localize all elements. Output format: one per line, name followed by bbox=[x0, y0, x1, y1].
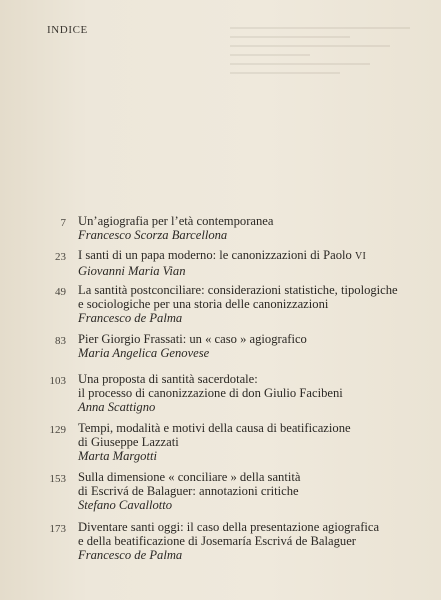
entry-title-line bbox=[78, 248, 438, 264]
entry-title-text: I santi di un papa moderno: le canonizzazioni di Paolo bbox=[78, 248, 352, 262]
entry-author: Giovanni Maria Vian bbox=[78, 264, 186, 278]
entry-title-line: Una proposta di santità sacerdotale: bbox=[78, 372, 258, 386]
entry-author: Francesco de Palma bbox=[78, 311, 183, 325]
page-number: 173 bbox=[49, 523, 66, 535]
entry-title-line: di Escrivá de Balaguer: annotazioni critiche bbox=[78, 484, 299, 498]
section-header: INDICE bbox=[47, 24, 88, 36]
entry-author: Marta Margotti bbox=[78, 449, 157, 463]
entry-text bbox=[78, 214, 438, 242]
entry-author: Francesco de Palma bbox=[78, 548, 183, 562]
entry-author: Francesco Scorza Barcellona bbox=[78, 228, 228, 242]
entry-text bbox=[78, 372, 438, 414]
entry-title-line: La santità postconciliare: considerazioni statistiche, tipologiche bbox=[78, 283, 398, 297]
entry-title-line: Diventare santi oggi: il caso della presentazione agiografica bbox=[78, 520, 380, 534]
entry-title-line: Pier Giorgio Frassati: un « caso » agiografico bbox=[78, 332, 307, 346]
entry-title-line: di Giuseppe Lazzati bbox=[78, 435, 179, 449]
page-number: 23 bbox=[55, 251, 66, 263]
entry-author: Maria Angelica Genovese bbox=[78, 346, 210, 360]
entry-author: Anna Scattigno bbox=[78, 400, 156, 414]
entry-text bbox=[78, 470, 438, 512]
entry-title-line: Un’agiografia per l’età contemporanea bbox=[78, 214, 274, 228]
entry-title-line: il processo di canonizzazione di don Giulio Facibeni bbox=[78, 386, 343, 400]
page-number: 103 bbox=[49, 375, 66, 387]
roman-numeral: VI bbox=[355, 251, 367, 262]
entry-text bbox=[78, 248, 438, 278]
entry-text bbox=[78, 332, 438, 360]
entry-title-line: Sulla dimensione « conciliare » della santità bbox=[78, 470, 301, 484]
entry-author: Stefano Cavallotto bbox=[78, 498, 173, 512]
page-number: 83 bbox=[55, 335, 66, 347]
page-number: 49 bbox=[55, 286, 66, 298]
entry-text bbox=[78, 283, 438, 325]
page-number: 129 bbox=[49, 424, 66, 436]
page-number: 7 bbox=[60, 217, 66, 229]
entry-text bbox=[78, 421, 438, 463]
entry-title-line: e della beatificazione di Josemaría Escrivá de Balaguer bbox=[78, 534, 356, 548]
bleed-through-text bbox=[230, 20, 430, 100]
entry-title-line: e sociologiche per una storia delle canonizzazioni bbox=[78, 297, 329, 311]
entry-title-line: Tempi, modalità e motivi della causa di beatificazione bbox=[78, 421, 351, 435]
entry-text bbox=[78, 520, 438, 562]
page-number: 153 bbox=[49, 473, 66, 485]
